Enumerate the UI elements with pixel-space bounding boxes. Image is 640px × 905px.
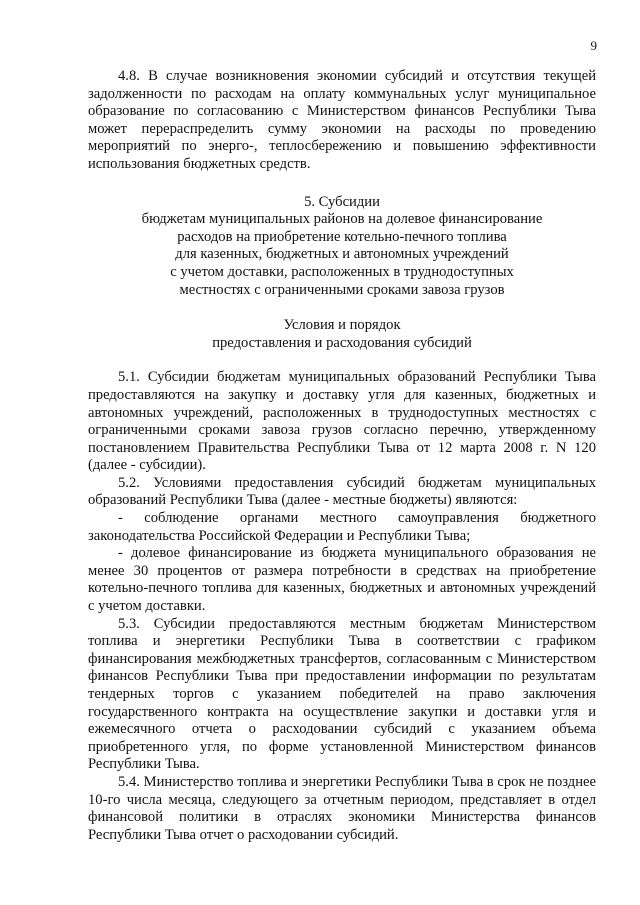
section-title-line: местностях с ограниченными сроками завоза грузов: [179, 281, 505, 298]
paragraph-5-3: 5.3. Субсидии предоставляются местным бюджетам Министерством топлива и энергетики Республики Тыва в соответствии с графиком финансирования межбюджетных трансфертов, согласованным с Министерством финансов Республики Тыва при предоставлении информации по результатам тендерных торгов с указанием победителей на право заключения государственного контракта на осуществление закупки и доставки угля и ежемесячного отчета о расходовании субсидий с указанием объема приобретенного угля, по форме установленной Министерством финансов Республики Тыва.: [88, 615, 596, 773]
section-title-line: 5. Субсидии: [304, 193, 380, 210]
list-item-compliance: - соблюдение органами местного самоуправления бюджетного законодательства Российской Федерации и Республики Тыва;: [88, 510, 596, 544]
section-title-line: расходов на приобретение котельно-печного топлива: [177, 228, 507, 245]
section-title-line: для казенных, бюджетных и автономных учреждений: [175, 246, 509, 263]
paragraph-5-1: 5.1. Субсидии бюджетам муниципальных образований Республики Тыва предоставляются на закупку и доставку угля для казенных, бюджетных и автономных учреждений, расположенных в труднодоступных местностях с ограниченными сроками завоза грузов согласно перечню, утвержденному постановлением Правительства Республики Тыва от 12 марта 2008 г. N 120 (далее - субсидии).: [88, 369, 596, 474]
section-heading: [88, 194, 596, 300]
page-number: 9: [590, 38, 597, 53]
paragraph-5-4: 5.4. Министерство топлива и энергетики Республики Тыва в срок не позднее 10-го числа месяца, следующего за отчетным периодом, представляет в отдел финансовой политики в отраслях экономики Министерства финансов Республики Тыва отчет о расходовании субсидий.: [88, 773, 596, 843]
document-body: [88, 68, 596, 844]
section-title-line: бюджетам муниципальных районов на долевое финансирование: [141, 211, 543, 228]
paragraph-5-2: 5.2. Условиями предоставления субсидий бюджетам муниципальных образований Республики Тыва (далее - местные бюджеты) являются:: [88, 474, 596, 509]
subsection-title-line: Условия и порядок: [283, 317, 401, 334]
paragraph-4-8: 4.8. В случае возникновения экономии субсидий и отсутствия текущей задолженности по расходам на оплату коммунальных услуг муниципальное образование по согласованию с Министерством финансов Республики Тыва может перераспределить сумму экономии на расходы по проведению мероприятий по энерго-, теплосбережению и повышению эффективности использования бюджетных средств.: [88, 68, 596, 172]
subsection-title-line: предоставления и расходования субсидий: [212, 334, 472, 351]
section-title-line: с учетом доставки, расположенных в труднодоступных: [170, 263, 514, 280]
subsection-heading: [88, 317, 596, 352]
list-item-cofinancing: - долевое финансирование из бюджета муниципального образования не менее 30 процентов от размера потребности в средствах на приобретение котельно-печного топлива для казенных, бюджетных и автономных учреждений с учетом доставки.: [88, 545, 596, 615]
